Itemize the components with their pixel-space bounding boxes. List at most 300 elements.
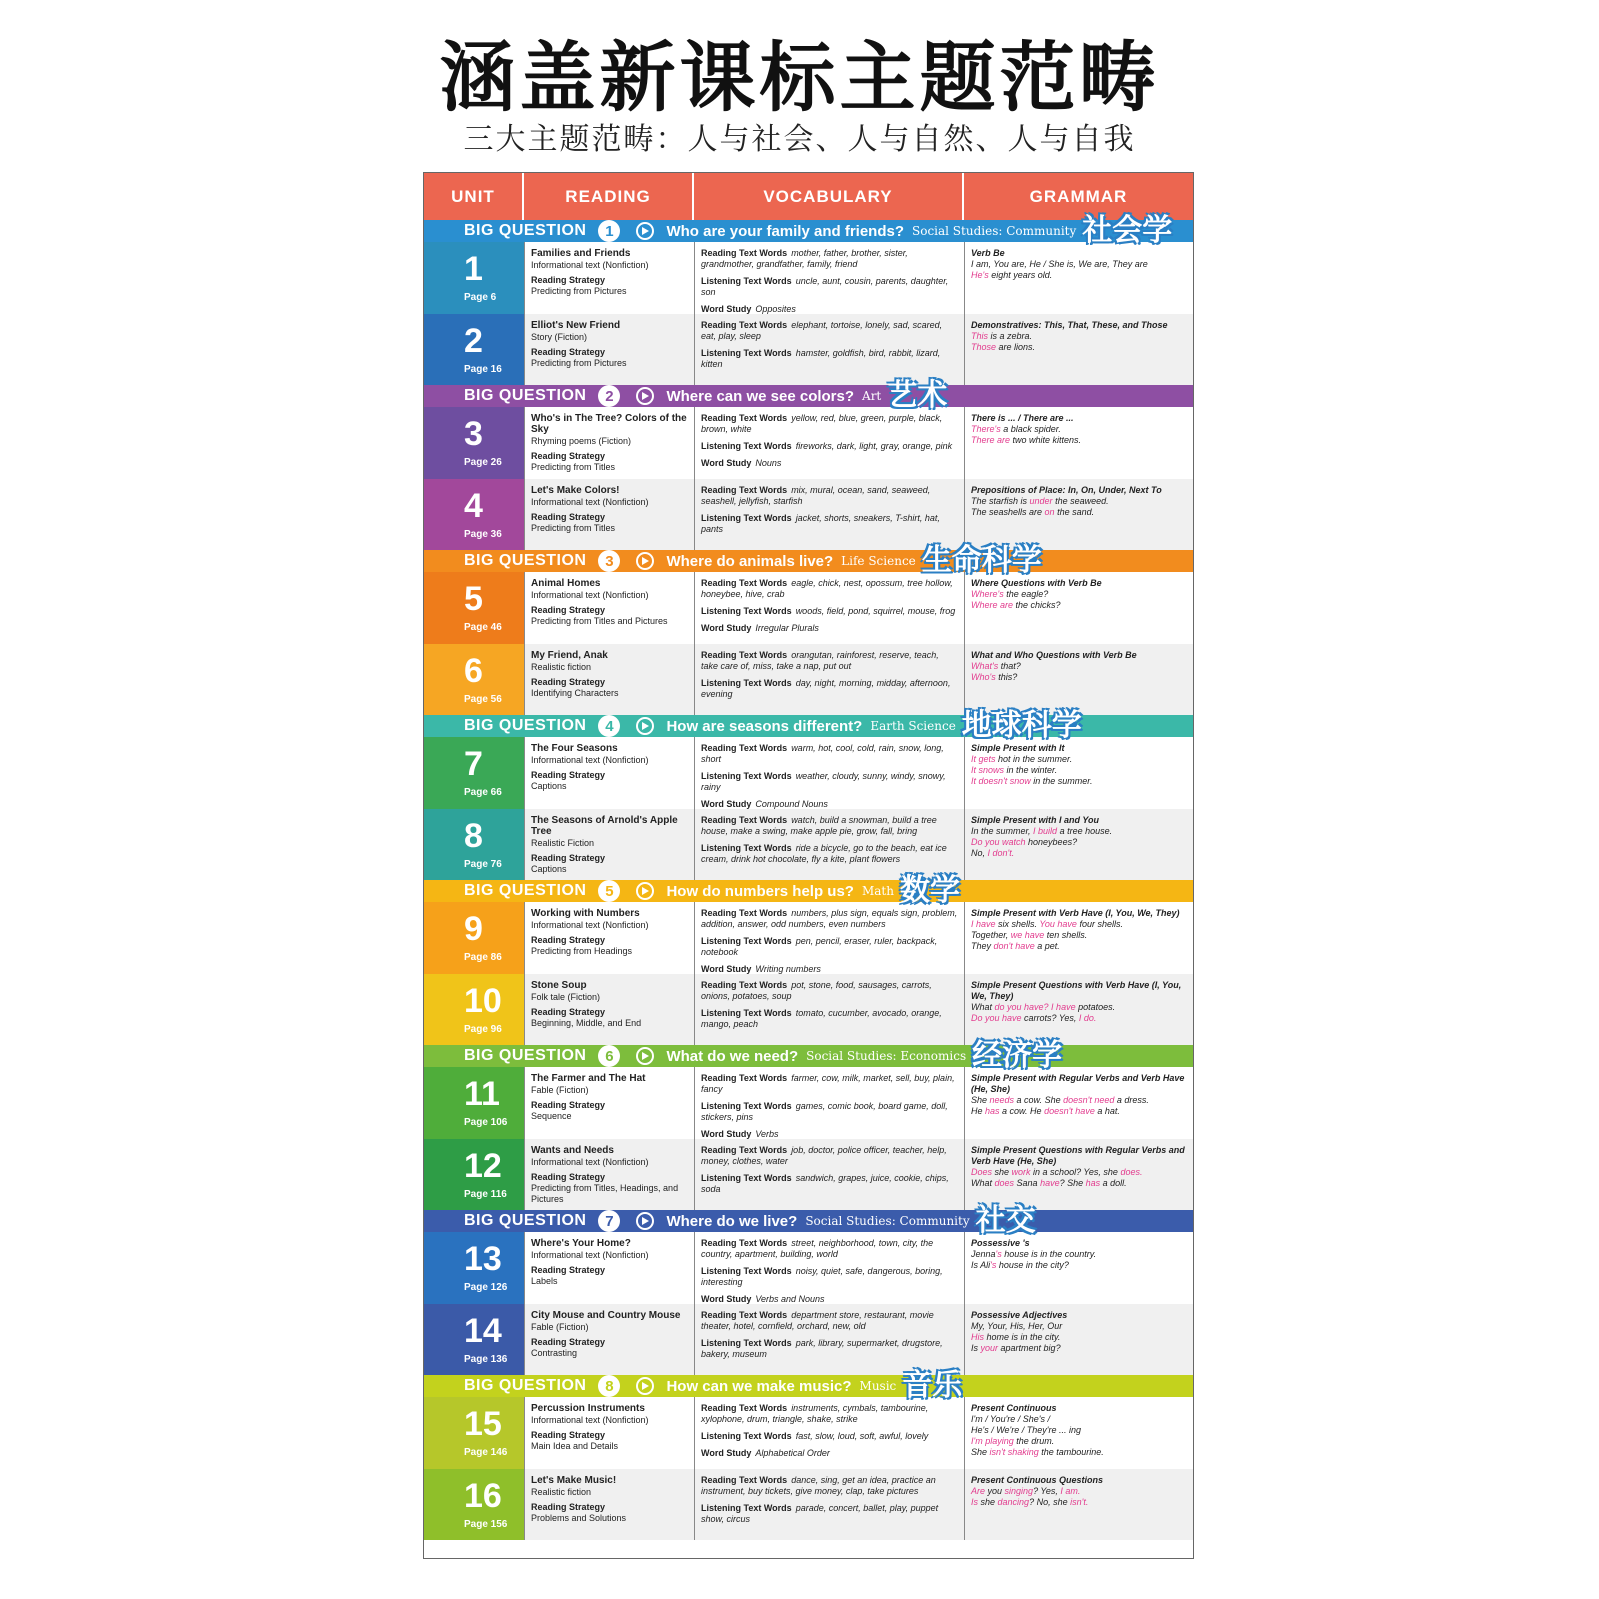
vocabulary-line [701,1129,958,1139]
grammar-text: she [978,1496,998,1507]
big-question-number: 7 [598,1210,620,1232]
grammar-example [971,496,1187,507]
reading-strategy: Predicting from Pictures [531,357,627,368]
vocabulary-words: numbers, plus sign, equals sign, problem, addition, answer, odd numbers, even numbers [701,908,958,929]
big-question-chinese-label: 生命科学 [921,544,1042,577]
grammar-highlight: Where's [971,589,1004,599]
grammar-cell [964,1397,1193,1469]
vocabulary-line [701,1338,958,1360]
grammar-title: Possessive Adjectives [971,1309,1068,1320]
vocabulary-line [701,304,958,314]
grammar-example [971,837,1187,848]
grammar-text: He's / We're / They're ... ing [971,1425,1082,1435]
reading-title: The Farmer and The Hat [531,1073,646,1084]
table-row [424,1304,1193,1376]
big-question-bar [424,1039,1193,1072]
grammar-highlight: Where are [971,600,1014,610]
big-question-text: Who are your family and friends? [666,222,904,240]
reading-title: Who's in The Tree? Colors of the Sky [531,413,687,435]
grammar-highlight: Do you have [971,1012,1022,1023]
reading-strategy-label: Reading Strategy [531,511,606,522]
grammar-example [971,270,1187,281]
unit-cell [424,737,524,809]
table-row [424,1139,1193,1211]
big-question-text: How do numbers help us? [666,882,854,900]
grammar-highlight: 's [995,1249,1002,1259]
grammar-text: the tambourine. [1038,1447,1104,1457]
grammar-example [971,1013,1187,1024]
table-row [424,902,1193,974]
unit-page: Page 126 [464,1282,508,1293]
grammar-example [971,600,1187,611]
unit-page: Page 76 [464,858,502,870]
grammar-highlight: It doesn't snow [971,776,1031,786]
vocabulary-line [701,771,958,793]
grammar-highlight: we have [1010,930,1045,940]
unit-number: 14 [464,1311,502,1350]
vocabulary-words: fast, slow, loud, soft, awful, lovely [795,1431,929,1441]
reading-genre: Realistic Fiction [531,837,595,848]
play-icon[interactable] [636,1047,654,1065]
grammar-text: you [985,1485,1005,1496]
big-question-subject: Life Science [841,554,916,568]
unit-cell [424,809,524,881]
grammar-example [971,1095,1187,1106]
table-row [424,1469,1193,1541]
grammar-example [971,435,1187,446]
unit-page: Page 26 [464,457,502,468]
grammar-example [971,1497,1187,1508]
reading-cell [524,479,694,551]
reading-strategy: Sequence [531,1111,572,1121]
vocabulary-type: Word Study [701,623,752,633]
grammar-title: Simple Present Questions with Verb Have (I, You, We, They) [971,979,1182,1001]
grammar-example [971,589,1187,600]
grammar-highlight: your [980,1342,999,1353]
vocabulary-words: day, night, morning, midday, afternoon, evening [701,677,951,699]
grammar-text: a hat. [1094,1106,1120,1116]
unit-cell [424,572,524,644]
grammar-text: The seashells are [971,506,1045,517]
vocabulary-cell [694,407,964,479]
unit-page: Page 146 [464,1447,508,1458]
grammar-title: Verb Be [971,248,1005,258]
grammar-text: is a zebra. [988,330,1033,341]
reading-cell [524,1067,694,1139]
grammar-highlight: I am. [1060,1485,1081,1496]
vocabulary-line [701,320,958,342]
big-question-label: BIG QUESTION [464,222,587,239]
grammar-highlight: You have [1039,919,1077,929]
reading-strategy: Identifying Characters [531,687,619,698]
play-icon[interactable] [636,1377,654,1395]
play-icon[interactable] [636,222,654,240]
grammar-text: in the summer. [1030,776,1093,786]
vocabulary-words: dance, sing, get an idea, practice an instrument, buy tickets, give money, clap, take pictures [701,1474,936,1496]
grammar-highlight: work [1011,1166,1031,1177]
vocabulary-type: Reading Text Words [701,649,788,660]
grammar-text: this? [995,671,1018,682]
grammar-highlight: I don't. [987,847,1015,858]
vocabulary-cell [694,1397,964,1469]
grammar-title: There is ... / There are ... [971,413,1074,423]
big-question-subject: Art [862,389,882,403]
grammar-highlight: His [971,1331,984,1342]
vocabulary-type: Reading Text Words [701,248,788,258]
vocabulary-words: mother, father, brother, sister, grandmother, grandfather, family, friend [701,248,908,269]
grammar-text: a cow. She [1014,1095,1064,1105]
vocabulary-words: Compound Nouns [755,799,828,809]
grammar-highlight: Do you watch [971,836,1026,847]
grammar-title: Simple Present with I and You [971,814,1100,825]
vocabulary-type: Listening Text Words [701,1337,792,1348]
vocabulary-cell [694,1139,964,1211]
big-question-subject: Earth Science [870,719,956,733]
play-icon[interactable] [636,552,654,570]
reading-genre: Folk tale (Fiction) [531,991,601,1002]
grammar-example [971,1321,1187,1332]
vocabulary-type: Listening Text Words [701,606,792,616]
grammar-example [971,331,1187,342]
reading-strategy: Main Idea and Details [531,1441,619,1451]
grammar-highlight: There are [971,435,1011,445]
unit-cell [424,1304,524,1376]
unit-cell [424,1469,524,1541]
grammar-example [971,342,1187,353]
grammar-highlight: does [994,1177,1015,1188]
vocabulary-type: Reading Text Words [701,1238,788,1248]
big-question-label: BIG QUESTION [464,882,587,899]
header-reading: READING [524,173,694,220]
reading-title: Wants and Needs [531,1144,614,1156]
reading-strategy-label: Reading Strategy [531,1171,606,1182]
vocabulary-line [701,1294,958,1304]
unit-page: Page 116 [464,1188,507,1200]
reading-genre: Informational text (Nonfiction) [531,1156,649,1167]
big-question-bar [424,544,1193,577]
vocabulary-cell [694,902,964,974]
grammar-text: the chicks? [1013,600,1061,610]
grammar-text: a cow. He [999,1106,1045,1116]
grammar-text: a doll. [1100,1177,1127,1188]
vocabulary-line [701,1448,958,1459]
grammar-text: the seaweed. [1052,495,1109,506]
play-icon[interactable] [636,1212,654,1230]
grammar-example [971,1106,1187,1117]
table-row [424,1397,1193,1469]
grammar-example [971,776,1187,787]
unit-cell [424,242,524,314]
reading-cell [524,644,694,716]
grammar-text: My, Your, His, Her, Our [971,1320,1063,1331]
vocabulary-type: Listening Text Words [701,512,792,523]
play-icon[interactable] [636,387,654,405]
vocabulary-words: street, neighborhood, town, city, the country, apartment, building, world [701,1238,934,1259]
vocabulary-words: watch, build a snowman, build a tree house, make a swing, make apple pie, grow, fall, bring [701,814,937,836]
big-question-chinese-label: 地球科学 [961,709,1082,742]
reading-cell [524,407,694,479]
grammar-example [971,424,1187,435]
grammar-cell [964,737,1193,809]
reading-title: Elliot's New Friend [531,319,621,331]
reading-cell [524,1232,694,1304]
vocabulary-cell [694,1232,964,1304]
vocabulary-type: Word Study [701,458,752,468]
table-row [424,1067,1193,1139]
grammar-highlight: It gets [971,754,996,764]
grammar-example [971,1167,1187,1178]
grammar-text: honeybees? [1025,836,1078,847]
grammar-text: in the winter. [1004,765,1058,775]
grammar-example [971,1332,1187,1343]
big-question-chinese-label: 经济学 [972,1039,1063,1072]
vocabulary-line [701,1145,958,1167]
reading-genre: Fable (Fiction) [531,1321,589,1332]
grammar-example [971,848,1187,859]
page-subtitle: 三大主题范畴：人与社会、人与自然、人与自我 [463,122,1136,157]
grammar-text: the sand. [1054,506,1095,517]
grammar-title: Prepositions of Place: In, On, Under, Next To [971,484,1162,495]
unit-number: 12 [464,1146,502,1185]
reading-strategy: Captions [531,863,567,874]
vocabulary-words: parade, concert, ballet, play, puppet show, circus [701,1502,939,1524]
curriculum-table [423,172,1194,1559]
grammar-text: potatoes. [1075,1001,1116,1012]
grammar-example [971,661,1187,672]
vocabulary-words: noisy, quiet, safe, dangerous, boring, interesting [701,1266,943,1287]
vocabulary-words: instruments, cymbals, tambourine, xylophone, drum, triangle, shake, strike [701,1403,929,1424]
vocabulary-line [701,348,958,370]
reading-strategy: Predicting from Titles [531,462,616,472]
vocabulary-line [701,743,958,765]
vocabulary-words: Writing numbers [755,964,821,974]
vocabulary-words: Alphabetical Order [755,1448,830,1458]
table-header [424,173,1193,220]
vocabulary-line [701,248,958,270]
grammar-title: Present Continuous [971,1403,1057,1413]
grammar-text: the eagle? [1003,589,1049,599]
big-question-subject: Math [861,884,894,898]
grammar-title: Where Questions with Verb Be [971,578,1102,588]
reading-title: City Mouse and Country Mouse [531,1309,681,1321]
reading-strategy-label: Reading Strategy [531,1006,606,1017]
unit-number: 5 [464,580,483,618]
vocabulary-words: tomato, cucumber, avocado, orange, mango, peach [701,1007,942,1029]
big-question-text: What do we need? [666,1047,799,1065]
grammar-title: Possessive 's [971,1238,1030,1248]
vocabulary-line [701,843,958,865]
vocabulary-line [701,908,958,930]
reading-strategy-label: Reading Strategy [531,346,606,357]
reading-cell [524,809,694,881]
reading-title: Families and Friends [531,248,631,259]
big-question-number: 6 [598,1045,620,1067]
big-question-label: BIG QUESTION [464,1047,587,1064]
grammar-highlight: It snows [971,765,1005,775]
vocabulary-words: elephant, tortoise, lonely, sad, scared, eat, play, sleep [701,319,943,341]
grammar-example [971,1436,1187,1447]
unit-page: Page 16 [464,363,502,375]
reading-cell [524,242,694,314]
big-question-bar [424,379,1193,412]
reading-strategy-label: Reading Strategy [531,451,606,461]
unit-number: 13 [464,1240,502,1278]
vocabulary-line [701,936,958,958]
vocabulary-type: Listening Text Words [701,1101,792,1111]
unit-number: 9 [464,910,483,948]
reading-strategy-label: Reading Strategy [531,1336,606,1347]
vocabulary-line [701,606,958,617]
vocabulary-words: farmer, cow, milk, market, sell, buy, plain, fancy [701,1073,955,1094]
vocabulary-type: Reading Text Words [701,1403,788,1413]
grammar-example [971,919,1187,930]
vocabulary-type: Listening Text Words [701,1431,792,1441]
grammar-example [971,1447,1187,1458]
play-icon[interactable] [636,882,654,900]
unit-cell [424,1397,524,1469]
reading-strategy-label: Reading Strategy [531,770,606,780]
vocabulary-type: Reading Text Words [701,319,788,330]
vocabulary-line [701,1008,958,1030]
unit-cell [424,407,524,479]
vocabulary-line [701,1403,958,1425]
grammar-example [971,754,1187,765]
vocabulary-type: Listening Text Words [701,1007,792,1018]
vocabulary-type: Reading Text Words [701,578,788,588]
grammar-text: are lions. [996,341,1036,352]
vocabulary-cell [694,572,964,644]
play-icon[interactable] [636,717,654,735]
big-question-chinese-label: 社会学 [1082,214,1173,247]
reading-strategy-label: Reading Strategy [531,852,606,863]
vocabulary-words: Opposites [755,304,796,314]
grammar-example [971,1260,1187,1271]
grammar-title: Simple Present with Regular Verbs and Verb Have (He, She) [971,1073,1185,1094]
reading-genre: Informational text (Nonfiction) [531,590,649,600]
page-title: 涵盖新课标主题范畴 [439,33,1160,122]
reading-title: Animal Homes [531,578,601,589]
grammar-highlight: have [1040,1177,1060,1188]
big-question-chinese-label: 社交 [975,1204,1036,1237]
vocabulary-words: uncle, aunt, cousin, parents, daughter, son [701,276,949,297]
grammar-highlight: isn't shaking [989,1447,1039,1457]
table-row [424,809,1193,881]
grammar-example [971,507,1187,518]
grammar-text: carrots? Yes, [1021,1012,1079,1023]
unit-number: 7 [464,745,483,783]
grammar-text: a black spider. [1000,424,1061,434]
grammar-text: Sana [1014,1177,1041,1188]
grammar-text: She [971,1095,990,1105]
reading-title: The Seasons of Arnold's Apple Tree [531,814,678,837]
grammar-text: house in the city? [996,1260,1069,1270]
big-question-number: 1 [598,220,620,242]
big-question-text: Where do animals live? [666,552,834,570]
reading-strategy: Predicting from Titles, Headings, and Pictures [531,1182,679,1204]
reading-title: Working with Numbers [531,908,640,919]
reading-genre: Fable (Fiction) [531,1085,589,1095]
grammar-highlight: I do. [1078,1012,1097,1023]
grammar-cell [964,407,1193,479]
big-question-label: BIG QUESTION [464,552,587,569]
reading-cell [524,1469,694,1541]
grammar-cell [964,1304,1193,1376]
unit-page: Page 156 [464,1518,508,1530]
reading-strategy: Predicting from Titles [531,522,616,533]
table-row [424,242,1193,314]
grammar-text: He [971,1106,986,1116]
table-row [424,314,1193,386]
grammar-example [971,1343,1187,1354]
grammar-highlight: I build [1033,825,1058,836]
table-row [424,1232,1193,1304]
reading-strategy-label: Reading Strategy [531,1430,606,1440]
grammar-example [971,1249,1187,1260]
grammar-example [971,941,1187,952]
table-row [424,479,1193,551]
vocabulary-line [701,485,958,507]
big-question-bar [424,709,1193,742]
vocabulary-type: Listening Text Words [701,1172,792,1183]
grammar-text: Is [971,1342,981,1353]
reading-strategy: Predicting from Pictures [531,286,627,296]
reading-strategy-label: Reading Strategy [531,676,606,687]
grammar-text: eight years old. [988,270,1053,280]
vocabulary-type: Reading Text Words [701,908,788,918]
unit-number: 8 [464,816,483,855]
reading-genre: Informational text (Nonfiction) [531,920,649,930]
vocabulary-type: Listening Text Words [701,441,792,451]
reading-cell [524,572,694,644]
vocabulary-type: Reading Text Words [701,1144,788,1155]
unit-number: 16 [464,1476,502,1515]
unit-page: Page 106 [464,1117,508,1128]
grammar-highlight: needs [989,1095,1015,1105]
reading-cell [524,902,694,974]
vocabulary-line [701,980,958,1002]
grammar-cell [964,1067,1193,1139]
grammar-example [971,826,1187,837]
unit-cell [424,974,524,1046]
vocabulary-words: games, comic book, board game, doll, stickers, pins [701,1101,948,1122]
big-question-number: 4 [598,715,620,737]
grammar-text: ? No, she [1029,1496,1071,1507]
grammar-highlight: This [971,330,989,341]
vocabulary-line [701,1310,958,1332]
grammar-text: What [971,1001,995,1012]
big-question-text: Where can we see colors? [666,387,855,405]
grammar-text: ? She [1059,1177,1086,1188]
grammar-text: six shells. [995,919,1040,929]
reading-title: My Friend, Anak [531,649,608,661]
vocabulary-words: Verbs [755,1129,779,1139]
reading-strategy-label: Reading Strategy [531,605,606,615]
grammar-example [971,1425,1187,1436]
big-question-subject: Social Studies: Community [912,224,1077,238]
grammar-text: What [971,1177,995,1188]
vocabulary-type: Listening Text Words [701,677,792,688]
grammar-text: a tree house. [1057,825,1113,836]
grammar-text: The starfish is [971,495,1030,506]
vocabulary-line [701,799,958,809]
unit-cell [424,1067,524,1139]
big-question-number: 5 [598,880,620,902]
header-vocabulary: VOCABULARY [694,173,964,220]
vocabulary-type: Reading Text Words [701,1073,788,1083]
grammar-highlight: Those [971,341,997,352]
vocabulary-words: mix, mural, ocean, sand, seaweed, seashell, jellyfish, starfish [701,484,931,506]
unit-number: 11 [464,1075,500,1113]
